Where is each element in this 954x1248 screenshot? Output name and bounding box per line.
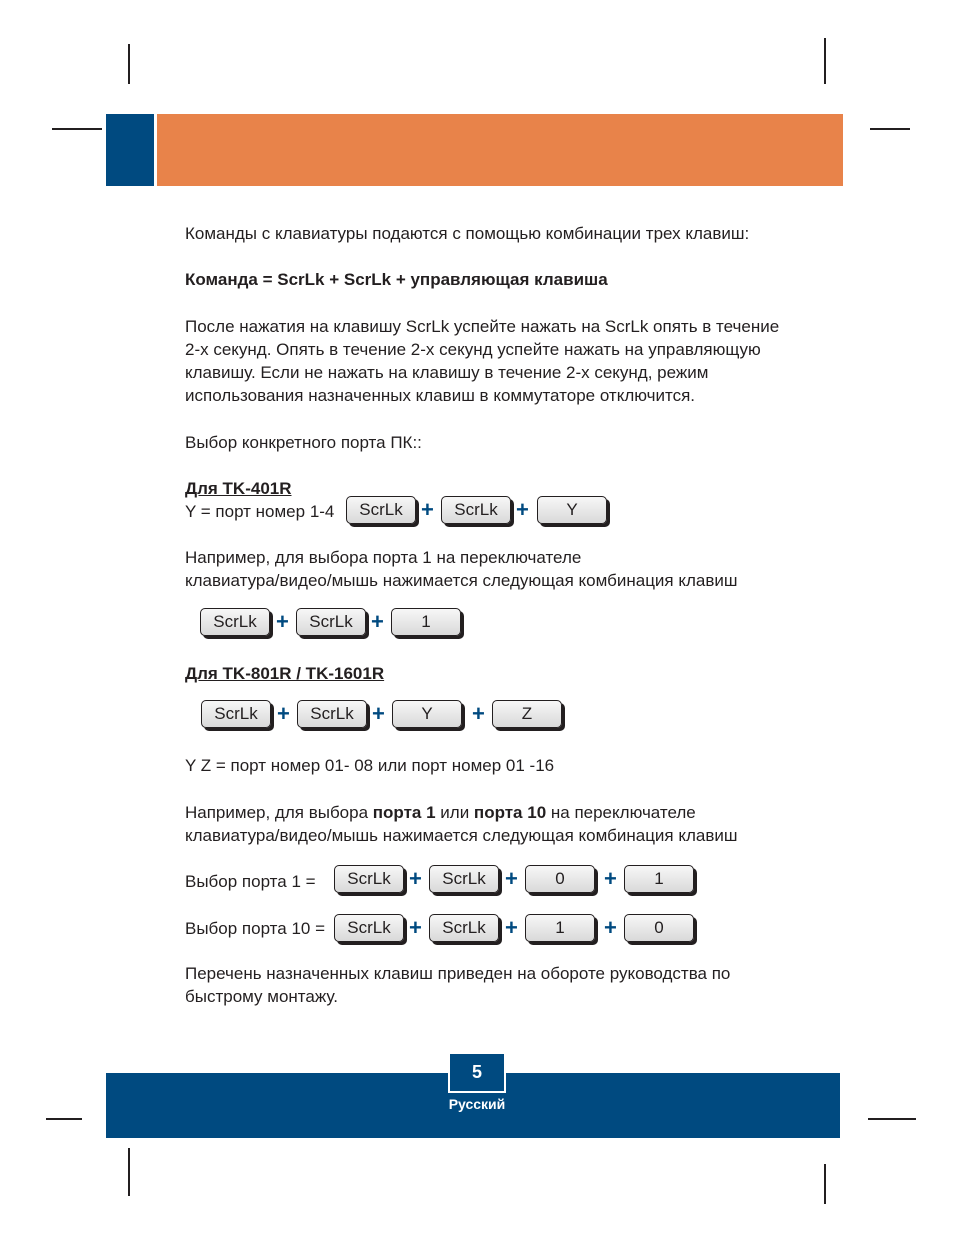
key-y: Y xyxy=(392,700,462,728)
example2-text: или xyxy=(435,803,474,822)
closing-line: быстрому монтажу. xyxy=(185,987,338,1006)
plus-sign: + xyxy=(516,497,529,522)
key-scrlk: ScrLk xyxy=(334,914,404,942)
port1-label: Выбор порта 1 = xyxy=(185,872,316,891)
header-band xyxy=(157,114,843,186)
example2-text: на переключателе xyxy=(546,803,696,822)
crop-mark xyxy=(52,128,102,130)
crop-mark xyxy=(870,128,910,130)
key-scrlk: ScrLk xyxy=(296,608,366,636)
plus-sign: + xyxy=(277,701,290,726)
example2-line: клавиатура/видео/мышь нажимается следующая комбинация клавиш xyxy=(185,826,738,845)
plus-sign: + xyxy=(421,497,434,522)
crop-mark xyxy=(128,1148,130,1196)
example2-line xyxy=(185,801,696,824)
key-scrlk: ScrLk xyxy=(201,700,271,728)
port10-label: Выбор порта 10 = xyxy=(185,919,326,938)
example1-line: клавиатура/видео/мышь нажимается следующая комбинация клавиш xyxy=(185,571,738,590)
plus-sign: + xyxy=(372,701,385,726)
plus-sign: + xyxy=(276,609,289,634)
key-scrlk: ScrLk xyxy=(429,865,499,893)
plus-sign: + xyxy=(604,915,617,940)
tk401-desc: Y = порт номер 1-4 xyxy=(185,502,335,521)
tk801-heading: Для TK-801R / TK-1601R xyxy=(185,664,385,683)
key-y: Y xyxy=(537,496,607,524)
paragraph-line: После нажатия на клавишу ScrLk успейте нажать на ScrLk опять в течение xyxy=(185,317,780,336)
tk401-heading: Для TK-401R xyxy=(185,479,292,498)
key-scrlk: ScrLk xyxy=(346,496,416,524)
plus-sign: + xyxy=(409,915,422,940)
key-scrlk: ScrLk xyxy=(297,700,367,728)
paragraph-line: клавишу. Если не нажать на клавишу в течение 2-х секунд, режим xyxy=(185,363,709,382)
key-scrlk: ScrLk xyxy=(429,914,499,942)
example2-bold: порта 10 xyxy=(473,803,547,822)
crop-mark xyxy=(128,44,130,84)
crop-mark xyxy=(824,38,826,84)
key-1: 1 xyxy=(525,914,595,942)
paragraph-line: использования назначенных клавиш в коммутаторе отключится. xyxy=(185,386,695,405)
crop-mark xyxy=(824,1164,826,1204)
tk801-desc: Y Z = порт номер 01- 08 или порт номер 01 -16 xyxy=(185,756,555,775)
language-label: Русский xyxy=(448,1096,506,1112)
closing-line: Перечень назначенных клавиш приведен на обороте руководства по xyxy=(185,964,731,983)
key-z: Z xyxy=(492,700,562,728)
header-accent-block xyxy=(106,114,154,186)
plus-sign: + xyxy=(371,609,384,634)
port-select-text: Выбор конкретного порта ПК:: xyxy=(185,433,422,452)
plus-sign: + xyxy=(505,915,518,940)
crop-mark xyxy=(868,1118,916,1120)
key-1: 1 xyxy=(624,865,694,893)
page-number: 5 xyxy=(448,1052,506,1093)
example2-bold: порта 1 xyxy=(372,803,436,822)
example1-line: Например, для выбора порта 1 на переключателе xyxy=(185,548,582,567)
plus-sign: + xyxy=(604,866,617,891)
plus-sign: + xyxy=(472,701,485,726)
key-0: 0 xyxy=(624,914,694,942)
key-scrlk: ScrLk xyxy=(334,865,404,893)
key-1: 1 xyxy=(391,608,461,636)
plus-sign: + xyxy=(505,866,518,891)
key-scrlk: ScrLk xyxy=(441,496,511,524)
key-scrlk: ScrLk xyxy=(200,608,270,636)
paragraph-line: 2-х секунд. Опять в течение 2-х секунд успейте нажать на управляющую xyxy=(185,340,761,359)
example2-text: Например, для выбора xyxy=(185,803,373,822)
intro-text: Команды с клавиатуры подаются с помощью комбинации трех клавиш: xyxy=(185,224,750,243)
command-formula: Команда = ScrLk + ScrLk + управляющая клавиша xyxy=(185,270,608,289)
key-0: 0 xyxy=(525,865,595,893)
plus-sign: + xyxy=(409,866,422,891)
crop-mark xyxy=(46,1118,82,1120)
